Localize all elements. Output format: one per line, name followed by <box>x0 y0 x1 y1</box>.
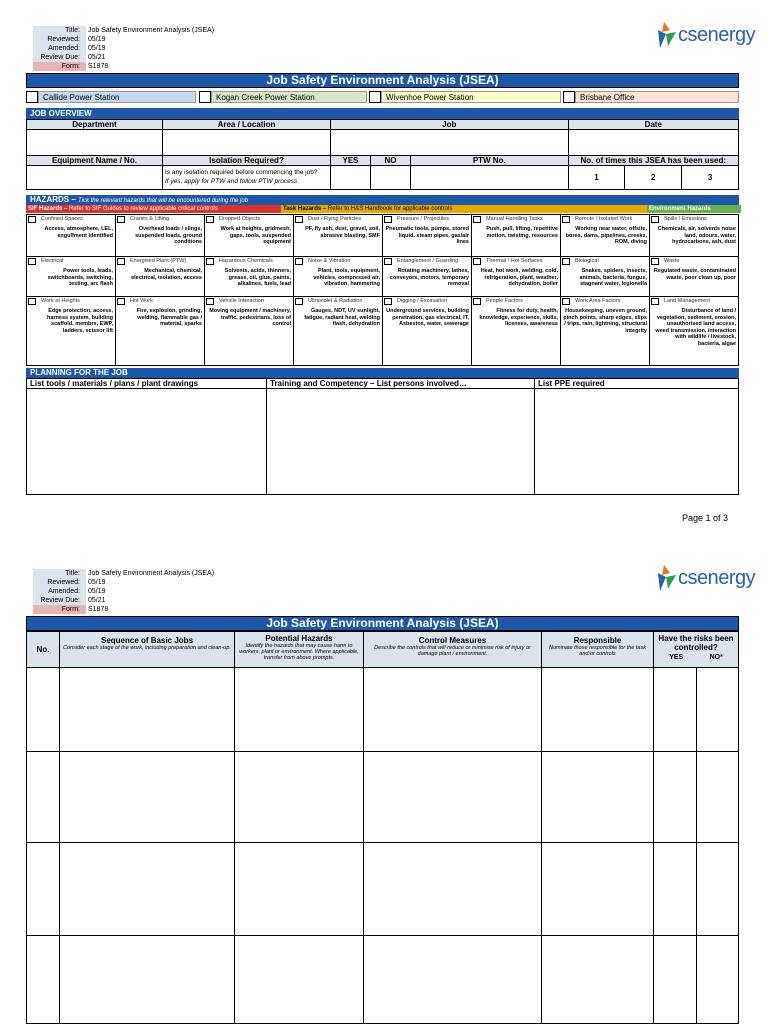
site-kogan-creek: Kogan Creek Power Station <box>211 91 367 103</box>
hazard-waste[interactable] <box>650 257 739 297</box>
controls-cell[interactable] <box>364 752 542 843</box>
hazards-cell[interactable] <box>235 843 364 936</box>
col-equipment: Equipment Name / No. <box>27 156 163 166</box>
hazard-people[interactable] <box>472 297 561 366</box>
hazard-desc: Pneumatic tools, pumps, stored liquid, steam pipes, gas/air lines <box>385 226 469 246</box>
hazard-title: Waste <box>664 258 680 264</box>
planning-table <box>26 378 739 495</box>
col-controls-hint: Describe the controls that will reduce or minimise risk of injury or damage plant / environment. <box>374 645 531 657</box>
hazard-checkbox[interactable] <box>473 216 481 223</box>
hazard-vehicle[interactable] <box>205 297 294 366</box>
col-isolation: Isolation Required? <box>163 156 331 166</box>
hazard-checkbox[interactable] <box>28 258 36 265</box>
hazard-title: Hazardous Chemicals <box>219 258 273 264</box>
hazard-title: People Factors <box>486 298 523 304</box>
hazards-cell[interactable] <box>235 936 364 1024</box>
hazard-remote-work[interactable] <box>561 215 650 257</box>
col-job: Job <box>331 120 569 130</box>
meta-label: Form: <box>33 605 86 614</box>
site-callide: Callide Power Station <box>38 91 196 103</box>
hazard-checkbox[interactable] <box>384 258 392 265</box>
hazard-desc: Chemicals, air, solvents noise land, odours, water, hydrocarbons, ash, dust <box>657 226 736 246</box>
col-sequence <box>60 632 235 668</box>
hazard-checkbox[interactable] <box>117 258 125 265</box>
hazard-desc: Work at heights, gridmesh, gaps, tools, suspended equipment <box>220 226 291 246</box>
task-hazards-header <box>281 205 649 213</box>
equipment-field[interactable] <box>27 166 163 190</box>
responsible-cell[interactable] <box>542 668 654 752</box>
site-checkbox[interactable] <box>563 91 575 103</box>
col-number: No. <box>27 632 60 668</box>
hazard-desc: Snakes, spiders, insects, animals, bacteria, fungus, stagnant water, legionella <box>579 268 647 288</box>
hazard-title: Confined Spaces <box>41 216 83 222</box>
env-title: Environment Hazards <box>649 206 711 212</box>
hazard-desc: Disturbance of land / vegetation, sediment, erosion, unauthorised land access, weed transmission, interaction with wildlife / livestock, bacteria, algae <box>655 308 736 347</box>
sif-note: Refer to SIF Guides to review applicable critical controls <box>69 206 218 212</box>
planning-heading: PLANNING FOR THE JOB <box>26 368 739 378</box>
hazard-biological[interactable] <box>561 257 650 297</box>
hazard-desc: Power tools, leads, switchboards, switching, testing, arc flash <box>47 268 113 288</box>
responsible-cell[interactable] <box>542 936 654 1024</box>
hazard-title: Electrical <box>41 258 64 264</box>
page-title-2: Job Safety Environment Analysis (JSEA) <box>26 616 739 631</box>
department-field[interactable] <box>27 130 163 156</box>
col-sequence-title: Sequence of Basic Jobs <box>100 636 194 645</box>
hazard-checkbox[interactable] <box>651 216 659 223</box>
hazard-desc: Access, atmosphere, LEL, engulfment identified <box>44 226 113 239</box>
isolation-yes-box[interactable] <box>331 166 371 190</box>
hazard-title: Land Management <box>664 298 710 304</box>
meta-value: 05/19 <box>88 36 106 43</box>
hazard-desc: Fire, explosion, grinding, welding, flammable gas / material, sparks <box>136 308 202 328</box>
hazard-checkbox[interactable] <box>562 298 570 305</box>
meta-value: 05/19 <box>88 579 106 586</box>
site-wivenhoe: Wivenhoe Power Station <box>381 91 561 103</box>
hazard-checkbox[interactable] <box>206 216 214 223</box>
hazard-checkbox[interactable] <box>206 258 214 265</box>
hazards-cell[interactable] <box>235 752 364 843</box>
col-risk-title: Have the risks been controlled? <box>658 634 734 652</box>
hazard-noise[interactable] <box>294 257 383 297</box>
responsible-cell[interactable] <box>542 752 654 843</box>
col-no: NO <box>371 156 411 166</box>
isolation-question-text: Is any isolation required before commencing the job? <box>165 169 318 176</box>
logo-mark-icon <box>656 563 678 593</box>
logo-text: csenergy <box>678 566 756 589</box>
col-hazards-hint: Identify the hazards that may cause harm to workers, plant or environment. Where applicable, transfer from above prompts. <box>239 643 359 661</box>
sequence-cell[interactable] <box>60 668 235 752</box>
hazard-desc: Mechanical, chemical, electrical, isolation, access <box>131 268 202 281</box>
col-no-label: NO* <box>709 654 723 661</box>
hazard-desc: Fitness for duty, health, knowledge, experience, skills, licenses, awareness <box>479 308 558 328</box>
no-cell[interactable] <box>696 843 739 936</box>
hazard-desc: PF, fly ash, dust, gravel, soil, abrasive blasting, SMF <box>305 226 380 239</box>
meta-value: 05/19 <box>88 588 106 595</box>
hazard-digging[interactable] <box>383 297 472 366</box>
meta-value: Job Safety Environment Analysis (JSEA) <box>88 27 215 34</box>
meta-value: 05/19 <box>88 45 106 52</box>
hazard-desc: Push, pull, lifting, repetitive motion, twisting, resources <box>486 226 558 239</box>
tools-field[interactable] <box>27 389 267 495</box>
hazard-desc: Regulated waste, contaminated waste, poor clean up, poor <box>653 268 736 281</box>
hazard-energised-plant[interactable] <box>116 257 205 297</box>
hazard-thermal[interactable] <box>472 257 561 297</box>
hazard-desc: Overhead loads / slings, suspended loads, ground conditions <box>135 226 202 246</box>
hazard-work-area[interactable] <box>561 297 650 366</box>
col-hazards <box>235 632 364 668</box>
col-responsible-hint: Nominate those responsible for the task and/or controls <box>549 645 646 657</box>
meta-value: 05/21 <box>88 597 106 604</box>
meta-label: Form: <box>33 62 86 71</box>
no-cell[interactable] <box>696 936 739 1024</box>
hazard-title: Thermal / Hot Surfaces <box>486 258 543 264</box>
ppe-field[interactable] <box>535 389 739 495</box>
col-department: Department <box>27 120 163 130</box>
site-checkbox[interactable] <box>369 91 381 103</box>
ptw-number-field[interactable] <box>411 166 569 190</box>
site-selector <box>26 91 739 103</box>
training-field[interactable] <box>267 389 535 495</box>
hazard-dropped-objects[interactable] <box>205 215 294 257</box>
hazards-heading <box>26 195 739 205</box>
yes-cell[interactable] <box>654 668 697 752</box>
col-hazards-title: Potential Hazards <box>265 634 333 643</box>
document-meta-1 <box>33 26 214 71</box>
task-analysis-table <box>26 631 739 1024</box>
isolation-no-box[interactable] <box>371 166 411 190</box>
meta-value: S1878 <box>88 63 109 70</box>
yes-cell[interactable] <box>654 843 697 936</box>
hazard-title: Digging / Excavation <box>397 298 448 304</box>
job-overview-heading: JOB OVERVIEW <box>26 108 739 119</box>
hazard-work-at-heights[interactable] <box>27 297 116 366</box>
hazards-title: HAZARDS – <box>30 195 76 204</box>
hazard-checkbox[interactable] <box>473 298 481 305</box>
hazard-checkbox[interactable] <box>28 216 36 223</box>
col-ppe: List PPE required <box>535 379 739 389</box>
hazard-title: Biological <box>575 258 599 264</box>
hazard-title: Remote / Isolated Work <box>575 216 633 222</box>
meta-label: Title: <box>33 569 86 578</box>
isolation-question <box>163 166 331 190</box>
hazard-desc: Moving equipment / machinery, traffic, pedestrians, loss of control <box>209 308 291 328</box>
col-yes-label: YES <box>669 654 684 661</box>
row-number[interactable] <box>27 668 60 752</box>
hazard-desc: Rotating machinery, lathes, conveyors, motors, temporary removal <box>389 268 469 288</box>
row-number[interactable] <box>27 752 60 843</box>
yes-cell[interactable] <box>654 936 697 1024</box>
controls-cell[interactable] <box>364 668 542 752</box>
col-sequence-hint: Consider each stage of the work, including preparation and clean-up. <box>63 645 231 651</box>
meta-label: Review Due: <box>33 53 86 62</box>
hazard-title: Dropped Objects <box>219 216 261 222</box>
hazard-category-bar <box>26 205 739 214</box>
hazard-checkbox[interactable] <box>562 258 570 265</box>
hazard-desc: Housekeeping, uneven ground, pinch points, sharp edges, slips / trips, rain, lightning, structural integrity <box>563 308 647 334</box>
sequence-cell[interactable] <box>60 843 235 936</box>
sif-hazards-header <box>26 205 283 213</box>
site-brisbane-office: Brisbane Office <box>575 91 739 103</box>
hazard-checkbox[interactable] <box>384 298 392 305</box>
hazard-desc: Underground services, building penetration, gas electrical, IT, Asbestos, water, sewerage <box>386 308 469 328</box>
col-controls-title: Control Measures <box>418 636 487 645</box>
hazard-title: Vehicle Interaction <box>219 298 264 304</box>
hazard-title: Energised Plant (PTW) <box>130 258 187 264</box>
hazard-title: Ultraviolet & Radiation <box>308 298 363 304</box>
row-number[interactable] <box>27 936 60 1024</box>
responsible-cell[interactable] <box>542 843 654 936</box>
hazard-electrical[interactable] <box>27 257 116 297</box>
hazard-checkbox[interactable] <box>117 216 125 223</box>
cs-energy-logo <box>656 563 755 593</box>
col-tools: List tools / materials / plans / plant drawings <box>27 379 267 389</box>
hazard-checkbox[interactable] <box>28 298 36 305</box>
col-risk-controlled <box>654 632 739 668</box>
hazard-hot-work[interactable] <box>116 297 205 366</box>
meta-label: Title: <box>33 26 86 35</box>
hazard-checkbox[interactable] <box>295 258 303 265</box>
environment-hazards-header <box>647 205 741 213</box>
hazard-checkbox[interactable] <box>295 216 303 223</box>
use-count-3[interactable]: 3 <box>682 166 739 190</box>
hazard-checkbox[interactable] <box>651 258 659 265</box>
hazard-pressure[interactable] <box>383 215 472 257</box>
hazard-checkbox[interactable] <box>562 216 570 223</box>
no-cell[interactable] <box>696 752 739 843</box>
hazard-desc: Plant, tools, equipment, vehicles, compressed air, vibration, hammering <box>313 268 380 288</box>
hazard-checkbox[interactable] <box>384 216 392 223</box>
controls-cell[interactable] <box>364 936 542 1024</box>
date-field[interactable] <box>568 130 738 156</box>
document-meta-2 <box>33 569 214 614</box>
task-title: Task Hazards – <box>283 206 327 212</box>
hazard-checkbox[interactable] <box>473 258 481 265</box>
hazard-land-management[interactable] <box>650 297 739 366</box>
isolation-hint: If yes, apply for PTW and follow PTW process <box>165 178 298 185</box>
sequence-cell[interactable] <box>60 752 235 843</box>
hazards-cell[interactable] <box>235 668 364 752</box>
logo-text: csenergy <box>678 23 756 46</box>
col-date: Date <box>568 120 738 130</box>
col-responsible <box>542 632 654 668</box>
col-times-used: No. of times this JSEA has been used: <box>568 156 738 166</box>
hazards-grid <box>26 214 739 366</box>
col-area-location: Area / Location <box>163 120 331 130</box>
meta-label: Review Due: <box>33 596 86 605</box>
row-number[interactable] <box>27 843 60 936</box>
site-checkbox[interactable] <box>199 91 211 103</box>
hazard-desc: Gauges, NDT, UV sunlight, fatigue, radiant heat, welding flash, dehydration <box>304 308 380 328</box>
hazard-checkbox[interactable] <box>117 298 125 305</box>
hazard-title: Work at Heights <box>41 298 81 304</box>
job-overview-table <box>26 119 739 190</box>
hazard-desc: Solvents, acids, thinners, grease, oil, glue, paints, alkalines, fuels, lead <box>224 268 291 288</box>
col-yes: YES <box>331 156 371 166</box>
job-field[interactable] <box>331 130 569 156</box>
hazards-subtitle: Tick the relevant hazards that will be encountered during the job <box>78 198 249 204</box>
hazard-entanglement[interactable] <box>383 257 472 297</box>
hazard-title: Cranes & Lifting <box>130 216 170 222</box>
hazard-title: Pressure / Projectiles <box>397 216 449 222</box>
hazard-title: Manual Handling Tasks <box>486 216 543 222</box>
hazard-cranes-lifting[interactable] <box>116 215 205 257</box>
hazard-desc: Working near water, offsite, bores, dams, pipelines, creeks, ROM, diving <box>565 226 647 246</box>
hazard-title: Noise & Vibration <box>308 258 351 264</box>
hazard-checkbox[interactable] <box>206 298 214 305</box>
sif-title: SIF Hazards – <box>28 206 68 212</box>
meta-label: Reviewed: <box>33 35 86 44</box>
sequence-cell[interactable] <box>60 936 235 1024</box>
area-location-field[interactable] <box>163 130 331 156</box>
meta-value: 05/21 <box>88 54 106 61</box>
hazard-dust[interactable] <box>294 215 383 257</box>
meta-value: S1878 <box>88 606 109 613</box>
hazard-title: Spills / Emissions <box>664 216 707 222</box>
hazard-checkbox[interactable] <box>295 298 303 305</box>
hazard-uv-radiation[interactable] <box>294 297 383 366</box>
hazard-title: Work Area Factors <box>575 298 621 304</box>
cs-energy-logo <box>656 20 755 50</box>
use-count-2[interactable]: 2 <box>625 166 682 190</box>
hazard-manual-handling[interactable] <box>472 215 561 257</box>
meta-label: Reviewed: <box>33 578 86 587</box>
hazard-title: Hot Work <box>130 298 153 304</box>
hazard-desc: Edge protection, access, harness system, building scaffold, membrs, EWP, ladders, scissor lift <box>46 308 113 334</box>
hazard-title: Dust / Flying Particles <box>308 216 362 222</box>
yes-cell[interactable] <box>654 752 697 843</box>
controls-cell[interactable] <box>364 843 542 936</box>
col-responsible-title: Responsible <box>573 636 622 645</box>
meta-value: Job Safety Environment Analysis (JSEA) <box>88 570 215 577</box>
task-note: Refer to H&S Handbook for applicable controls <box>327 206 453 212</box>
hazard-confined-spaces[interactable] <box>27 215 116 257</box>
no-cell[interactable] <box>696 668 739 752</box>
hazard-desc: Heat, hot work, welding, cold, refrigeration, plant, weather, dehydration, boiler <box>480 268 558 288</box>
col-training: Training and Competency – List persons involved… <box>267 379 535 389</box>
col-ptw: PTW No. <box>411 156 569 166</box>
logo-mark-icon <box>656 20 678 50</box>
hazard-chemicals[interactable] <box>205 257 294 297</box>
col-controls <box>364 632 542 668</box>
page-title: Job Safety Environment Analysis (JSEA) <box>26 73 739 88</box>
site-checkbox[interactable] <box>26 91 38 103</box>
meta-label: Amended: <box>33 587 86 596</box>
meta-label: Amended: <box>33 44 86 53</box>
hazard-spills[interactable] <box>650 215 739 257</box>
hazard-title: Entanglement / Guarding <box>397 258 459 264</box>
use-count-1[interactable]: 1 <box>568 166 625 190</box>
hazard-checkbox[interactable] <box>651 298 659 305</box>
page-number: Page 1 of 3 <box>682 513 729 523</box>
